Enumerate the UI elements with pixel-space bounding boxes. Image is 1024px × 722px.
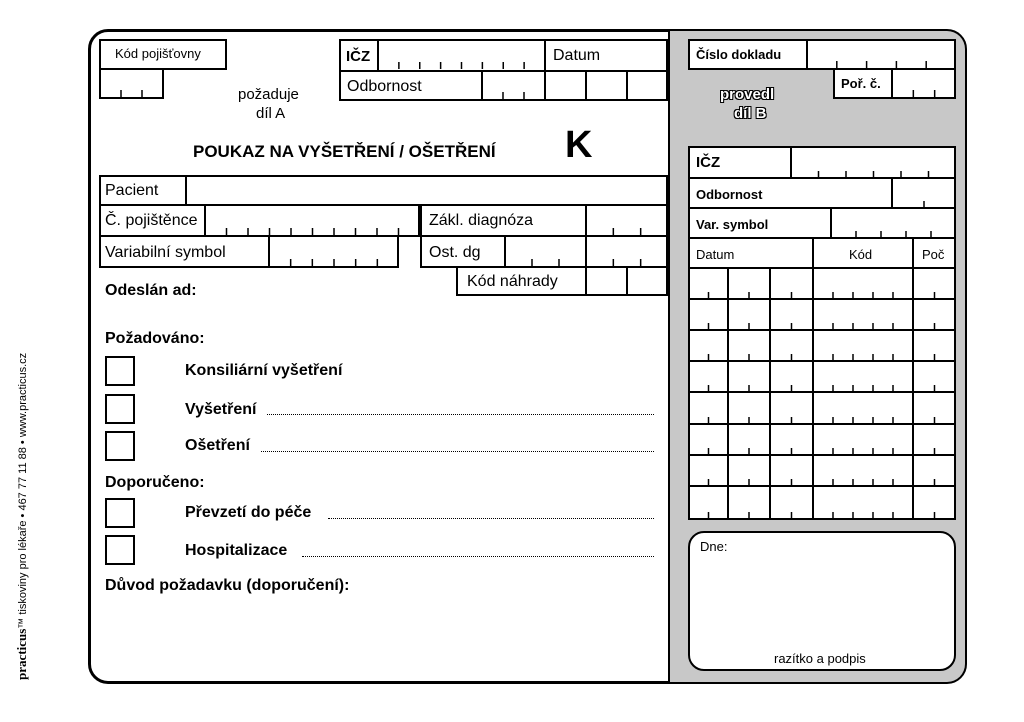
datum-label: Datum [553,47,601,64]
hospitalizace-label: Hospitalizace [185,542,288,559]
cislo-dokladu-label: Číslo dokladu [696,47,782,62]
konsiliarni-label: Konsiliární vyšetření [185,362,343,379]
duvod-heading: Důvod požadavku (doporučení): [105,577,350,594]
poradove-cislo-label: Poř. č. [841,76,881,91]
kod-pojistovny-label: Kód pojišťovny [115,46,201,61]
dne-label: Dne: [700,539,728,554]
dil-a-text: díl A [256,105,286,122]
provedl-text: provedl [720,86,775,103]
cislo-pojistence-label: Č. pojištěnce [105,212,198,229]
pacient-label: Pacient [105,182,159,199]
ost-dg-label: Ost. dg [429,244,481,261]
form-title: POUKAZ NA VYŠETŘENÍ / OŠETŘENÍ [193,142,496,161]
dil-b-text: díl B [734,105,767,122]
printer-contact: ™ tiskoviny pro lékaře • 467 77 11 88 • www.practicus.cz [17,352,29,629]
kod-nahrady-label: Kód náhrady [467,273,558,290]
pozadovano-heading: Požadováno: [105,330,205,347]
osetreni-label: Ošetření [185,437,250,454]
razitko-label: razítko a podpis [774,651,866,666]
form-type-letter: K [565,124,593,166]
b-odbornost-label: Odbornost [696,187,763,202]
variabilni-symbol-label: Variabilní symbol [105,244,226,261]
pozaduje-text: požaduje [238,86,299,103]
odbornost-label: Odbornost [347,78,422,95]
b-icz-label: IČZ [696,154,721,171]
vysetreni-label: Vyšetření [185,401,257,418]
doporuceno-heading: Doporučeno: [105,474,205,491]
col-datum-header: Datum [696,247,735,262]
prevzeti-label: Převzetí do péče [185,504,312,521]
printer-brand: practicus [14,628,29,680]
col-kod-header: Kód [849,247,873,262]
icz-label: IČZ [346,48,371,65]
col-poc-header: Poč [922,247,945,262]
odeslan-ad-label: Odeslán ad: [105,282,197,299]
b-var-symbol-label: Var. symbol [696,217,769,232]
zakl-diagnoza-label: Zákl. diagnóza [429,212,534,229]
